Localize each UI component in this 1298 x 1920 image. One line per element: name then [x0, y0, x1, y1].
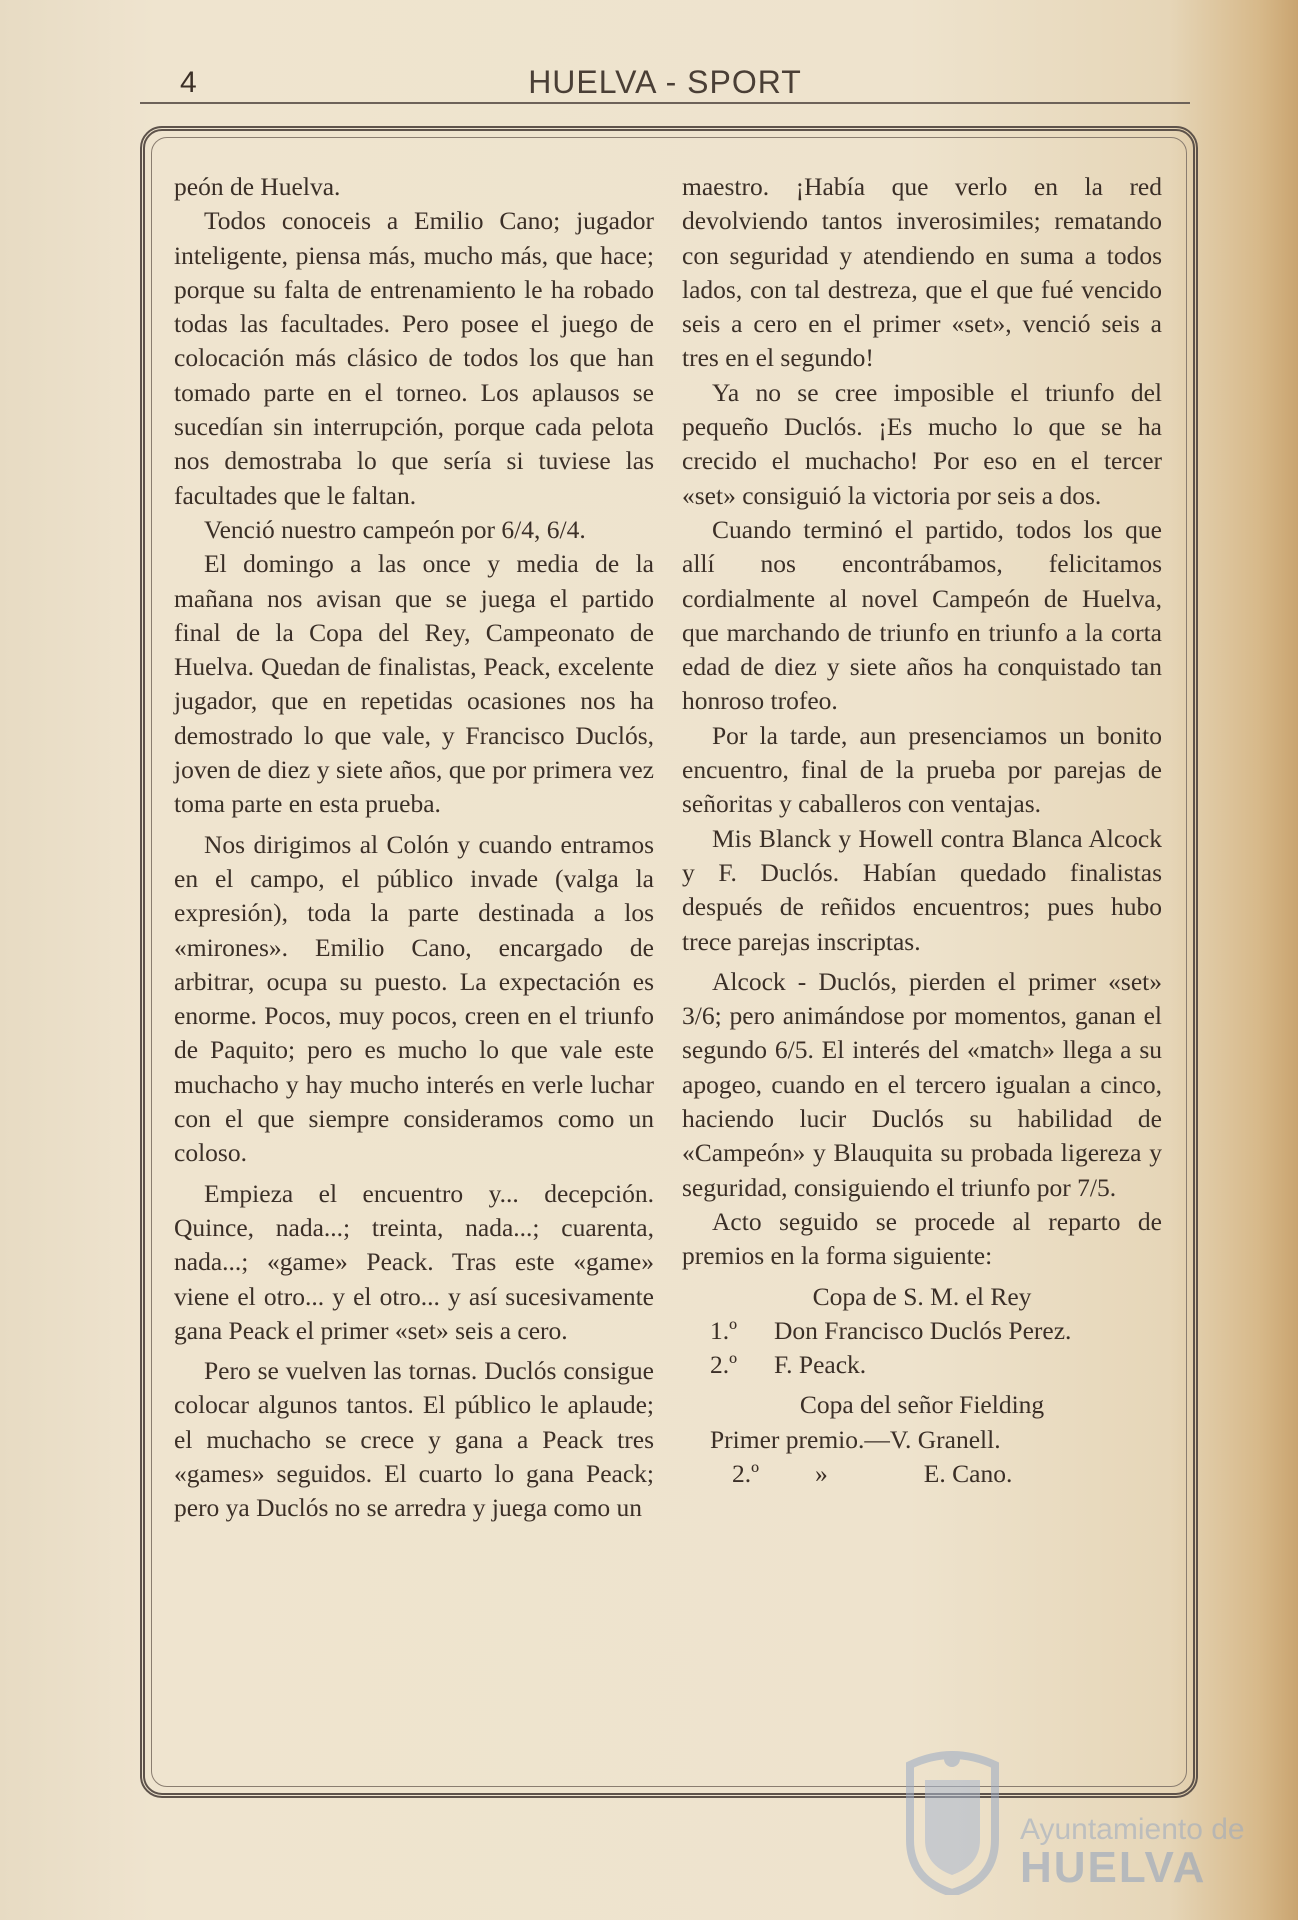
prize-row — [682, 1457, 1162, 1491]
paragraph: Cuando terminó el partido, todos los que allí nos encontrábamos, felicitamos cordialmente al novel Campeón de Huelva, que marchando de triunfo en triunfo a la corta edad de diez y siete años ha conquistado tan honroso trofeo. — [682, 514, 1162, 716]
paragraph: Nos dirigimos al Colón y cuando entramos en el campo, el público invade (valga la expresión), toda la parte destinada a los «mirones». Emilio Cano, encargado de arbitrar, ocupa su puesto. La expectación es enorme. Pocos, muy pocos, creen en el triunfo de Paquito; pero es mucho lo que vale este muchacho y hay mucho interés en verle luchar con el que siempre consideramos como un coloso. — [174, 829, 654, 1168]
prize-row — [682, 1314, 1162, 1348]
paragraph: Acto seguido se procede al reparto de premios en la forma siguiente: — [682, 1206, 1162, 1271]
masthead: HUELVA - SPORT — [528, 64, 802, 100]
right-column — [682, 170, 1162, 1491]
page-number: 4 — [180, 66, 197, 99]
prize-first: Primer premio.—V. Granell. — [710, 1424, 1001, 1454]
watermark-line2: HUELVA — [1020, 1843, 1207, 1892]
prize-ordinal: 2.º — [710, 1350, 738, 1380]
paragraph: Alcock - Duclós, pierden el primer «set» 3/6; pero animándose por momentos, ganan el segundo 6/5. El interés del «match» llega a su apogeo, cuando en el tercero igualan a cinco, haciendo lucir Duclós su habilidad de «Campeón» y Blauquita su probada ligereza y seguridad, consiguiendo el triunfo por 7/5. — [682, 966, 1162, 1202]
paragraph: maestro. ¡Había que verlo en la red devolviendo tantos inverosimiles; rematando con seguridad y atendiendo en suma a todos lados, con tal destreza, que el que fué vencido seis a cero en el primer «set», venció seis a tres en el segundo! — [682, 172, 1162, 373]
cup-title: Copa del señor Fielding — [799, 1390, 1045, 1420]
ditto-mark: » — [815, 1458, 828, 1488]
page-header — [140, 62, 1190, 104]
prize-winner: F. Peack. — [774, 1350, 867, 1380]
prize-ordinal: 2.º — [732, 1458, 760, 1488]
paragraph: Venció nuestro campeón por 6/4, 6/4. — [204, 514, 586, 544]
paragraph: Todos conoceis a Emilio Cano; jugador inteligente, piensa más, mucho más, que hace; porque su falta de entrenamiento le ha robado todas las facultades. Pero posee el juego de colocación más clásico de todos los que han tomado parte en el torneo. Los aplausos se sucedían sin interrupción, porque cada pelota nos demostraba lo que sería si tuviese las facultades que le faltan. — [174, 206, 654, 510]
left-column — [174, 170, 654, 1526]
coat-of-arms-icon — [895, 1745, 1010, 1895]
prize-winner: Don Francisco Duclós Perez. — [774, 1315, 1072, 1345]
archive-watermark — [885, 1745, 1245, 1915]
prize-row — [682, 1348, 1162, 1382]
paragraph: Empieza el encuentro y... decepción. Quince, nada...; treinta, nada...; cuarenta, nada...; «game» Peack. Tras este «game» viene el otro... y el otro... y así sucesivamente gana Peack el primer «set» seis a cero. — [174, 1178, 654, 1345]
cup-title: Copa de S. M. el Rey — [812, 1281, 1032, 1311]
prize-winner: E. Cano. — [923, 1458, 1013, 1488]
paragraph: Ya no se cree imposible el triunfo del pequeño Duclós. ¡Es mucho lo que se ha crecido el muchacho! Por eso en el tercer «set» consiguió la victoria por seis a dos. — [682, 377, 1162, 510]
paragraph: Pero se vuelven las tornas. Duclós consigue colocar algunos tantos. El público le aplaude; el muchacho se crece y gana a Peack tres «games» seguidos. El cuarto lo gana Peack; pero ya Duclós no se arredra y juega como un — [174, 1356, 654, 1523]
paragraph: peón de Huelva. — [174, 172, 341, 201]
watermark-line1: Ayuntamiento de — [1020, 1813, 1245, 1846]
paragraph: Por la tarde, aun presenciamos un bonito encuentro, final de la prueba por parejas de señoritas y caballeros con ventajas. — [682, 720, 1162, 819]
paragraph: El domingo a las once y media de la mañana nos avisan que se juega el partido final de la Copa del Rey, Campeonato de Huelva. Quedan de finalistas, Peack, excelente jugador, que en repetidas ocasiones nos ha demostrado lo que vale, y Francisco Duclós, joven de diez y siete años, que por primera vez toma parte en esta prueba. — [174, 549, 654, 819]
prize-ordinal: 1.º — [710, 1315, 738, 1345]
paragraph: Mis Blanck y Howell contra Blanca Alcock y F. Duclós. Habían quedado finalistas después de reñidos encuentros; pues hubo trece parejas inscriptas. — [682, 823, 1162, 956]
